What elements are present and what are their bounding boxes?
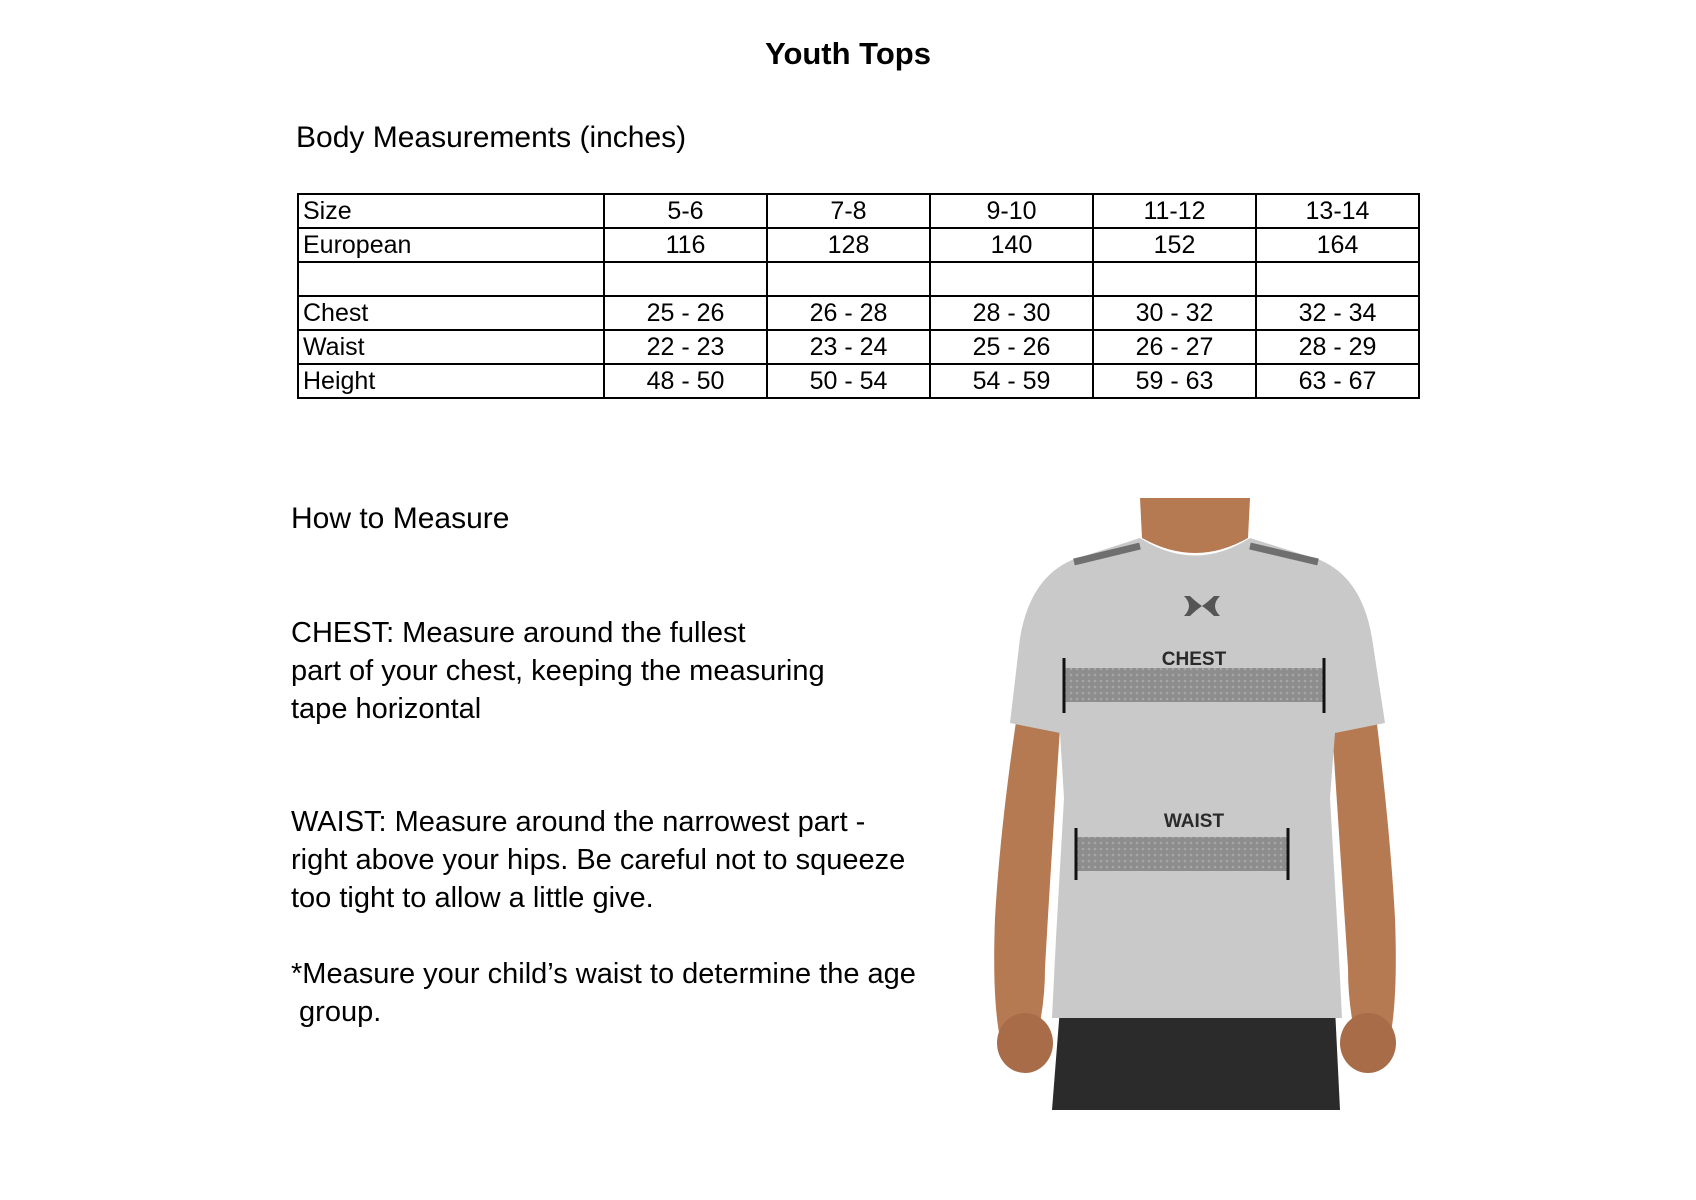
right-arm	[1332, 708, 1396, 1058]
instruction-line: right above your hips. Be careful not to squeeze	[291, 844, 906, 876]
row-label	[298, 262, 604, 296]
age-group-note	[291, 955, 991, 1031]
right-hand	[1340, 1013, 1396, 1073]
table-row-size	[298, 194, 1419, 228]
size-chart-table	[297, 193, 1420, 399]
shirt-shape	[1010, 538, 1385, 1018]
chest-instructions	[291, 614, 991, 728]
table-cell: 13-14	[1256, 194, 1419, 228]
table-cell: 25 - 26	[930, 330, 1093, 364]
table-cell: 59 - 63	[1093, 364, 1256, 398]
chest-band	[1064, 668, 1324, 702]
neck-shape	[1140, 498, 1250, 553]
row-label: Waist	[298, 330, 604, 364]
table-cell: 23 - 24	[767, 330, 930, 364]
table-cell: 63 - 67	[1256, 364, 1419, 398]
waist-band	[1076, 837, 1288, 871]
waist-instructions	[291, 803, 991, 917]
table-cell: 30 - 32	[1093, 296, 1256, 330]
table-cell: 54 - 59	[930, 364, 1093, 398]
table-cell: 7-8	[767, 194, 930, 228]
row-label: Height	[298, 364, 604, 398]
instruction-line: group.	[291, 996, 382, 1028]
row-label: Chest	[298, 296, 604, 330]
table-cell: 164	[1256, 228, 1419, 262]
measurement-figure	[990, 498, 1400, 1110]
table-cell: 5-6	[604, 194, 767, 228]
table-cell: 140	[930, 228, 1093, 262]
table-row-height	[298, 364, 1419, 398]
table-cell: 116	[604, 228, 767, 262]
instruction-line: too tight to allow a little give.	[291, 882, 654, 914]
table-cell: 128	[767, 228, 930, 262]
table-cell: 50 - 54	[767, 364, 930, 398]
table-cell: 32 - 34	[1256, 296, 1419, 330]
instruction-line: CHEST: Measure around the fullest	[291, 617, 746, 649]
table-cell: 22 - 23	[604, 330, 767, 364]
instruction-line: part of your chest, keeping the measuring	[291, 655, 825, 687]
table-row-empty	[298, 262, 1419, 296]
table-cell: 26 - 28	[767, 296, 930, 330]
row-label: Size	[298, 194, 604, 228]
row-label: European	[298, 228, 604, 262]
table-row-waist	[298, 330, 1419, 364]
table-row-european	[298, 228, 1419, 262]
table-cell: 25 - 26	[604, 296, 767, 330]
table-row-chest	[298, 296, 1419, 330]
table-cell: 28 - 30	[930, 296, 1093, 330]
waist-label: WAIST	[1163, 811, 1225, 832]
table-cell: 9-10	[930, 194, 1093, 228]
table-cell: 152	[1093, 228, 1256, 262]
left-hand	[997, 1013, 1053, 1073]
chest-label: CHEST	[1161, 649, 1227, 670]
table-cell: 26 - 27	[1093, 330, 1256, 364]
table-cell: 28 - 29	[1256, 330, 1419, 364]
instruction-line: WAIST: Measure around the narrowest part -	[291, 806, 866, 838]
how-to-measure-heading: How to Measure	[291, 502, 510, 535]
table-cell: 11-12	[1093, 194, 1256, 228]
shorts-shape	[1052, 1008, 1340, 1110]
instruction-line: tape horizontal	[291, 693, 482, 725]
left-arm	[994, 708, 1060, 1058]
table-cell	[930, 262, 1093, 296]
table-cell	[1093, 262, 1256, 296]
body-measurements-heading: Body Measurements (inches)	[296, 121, 687, 154]
page-title: Youth Tops	[765, 36, 931, 71]
table-cell	[1256, 262, 1419, 296]
table-cell	[604, 262, 767, 296]
table-cell	[767, 262, 930, 296]
instruction-line: *Measure your child’s waist to determine the age	[291, 958, 916, 990]
table-cell: 48 - 50	[604, 364, 767, 398]
model-illustration	[990, 498, 1400, 1110]
